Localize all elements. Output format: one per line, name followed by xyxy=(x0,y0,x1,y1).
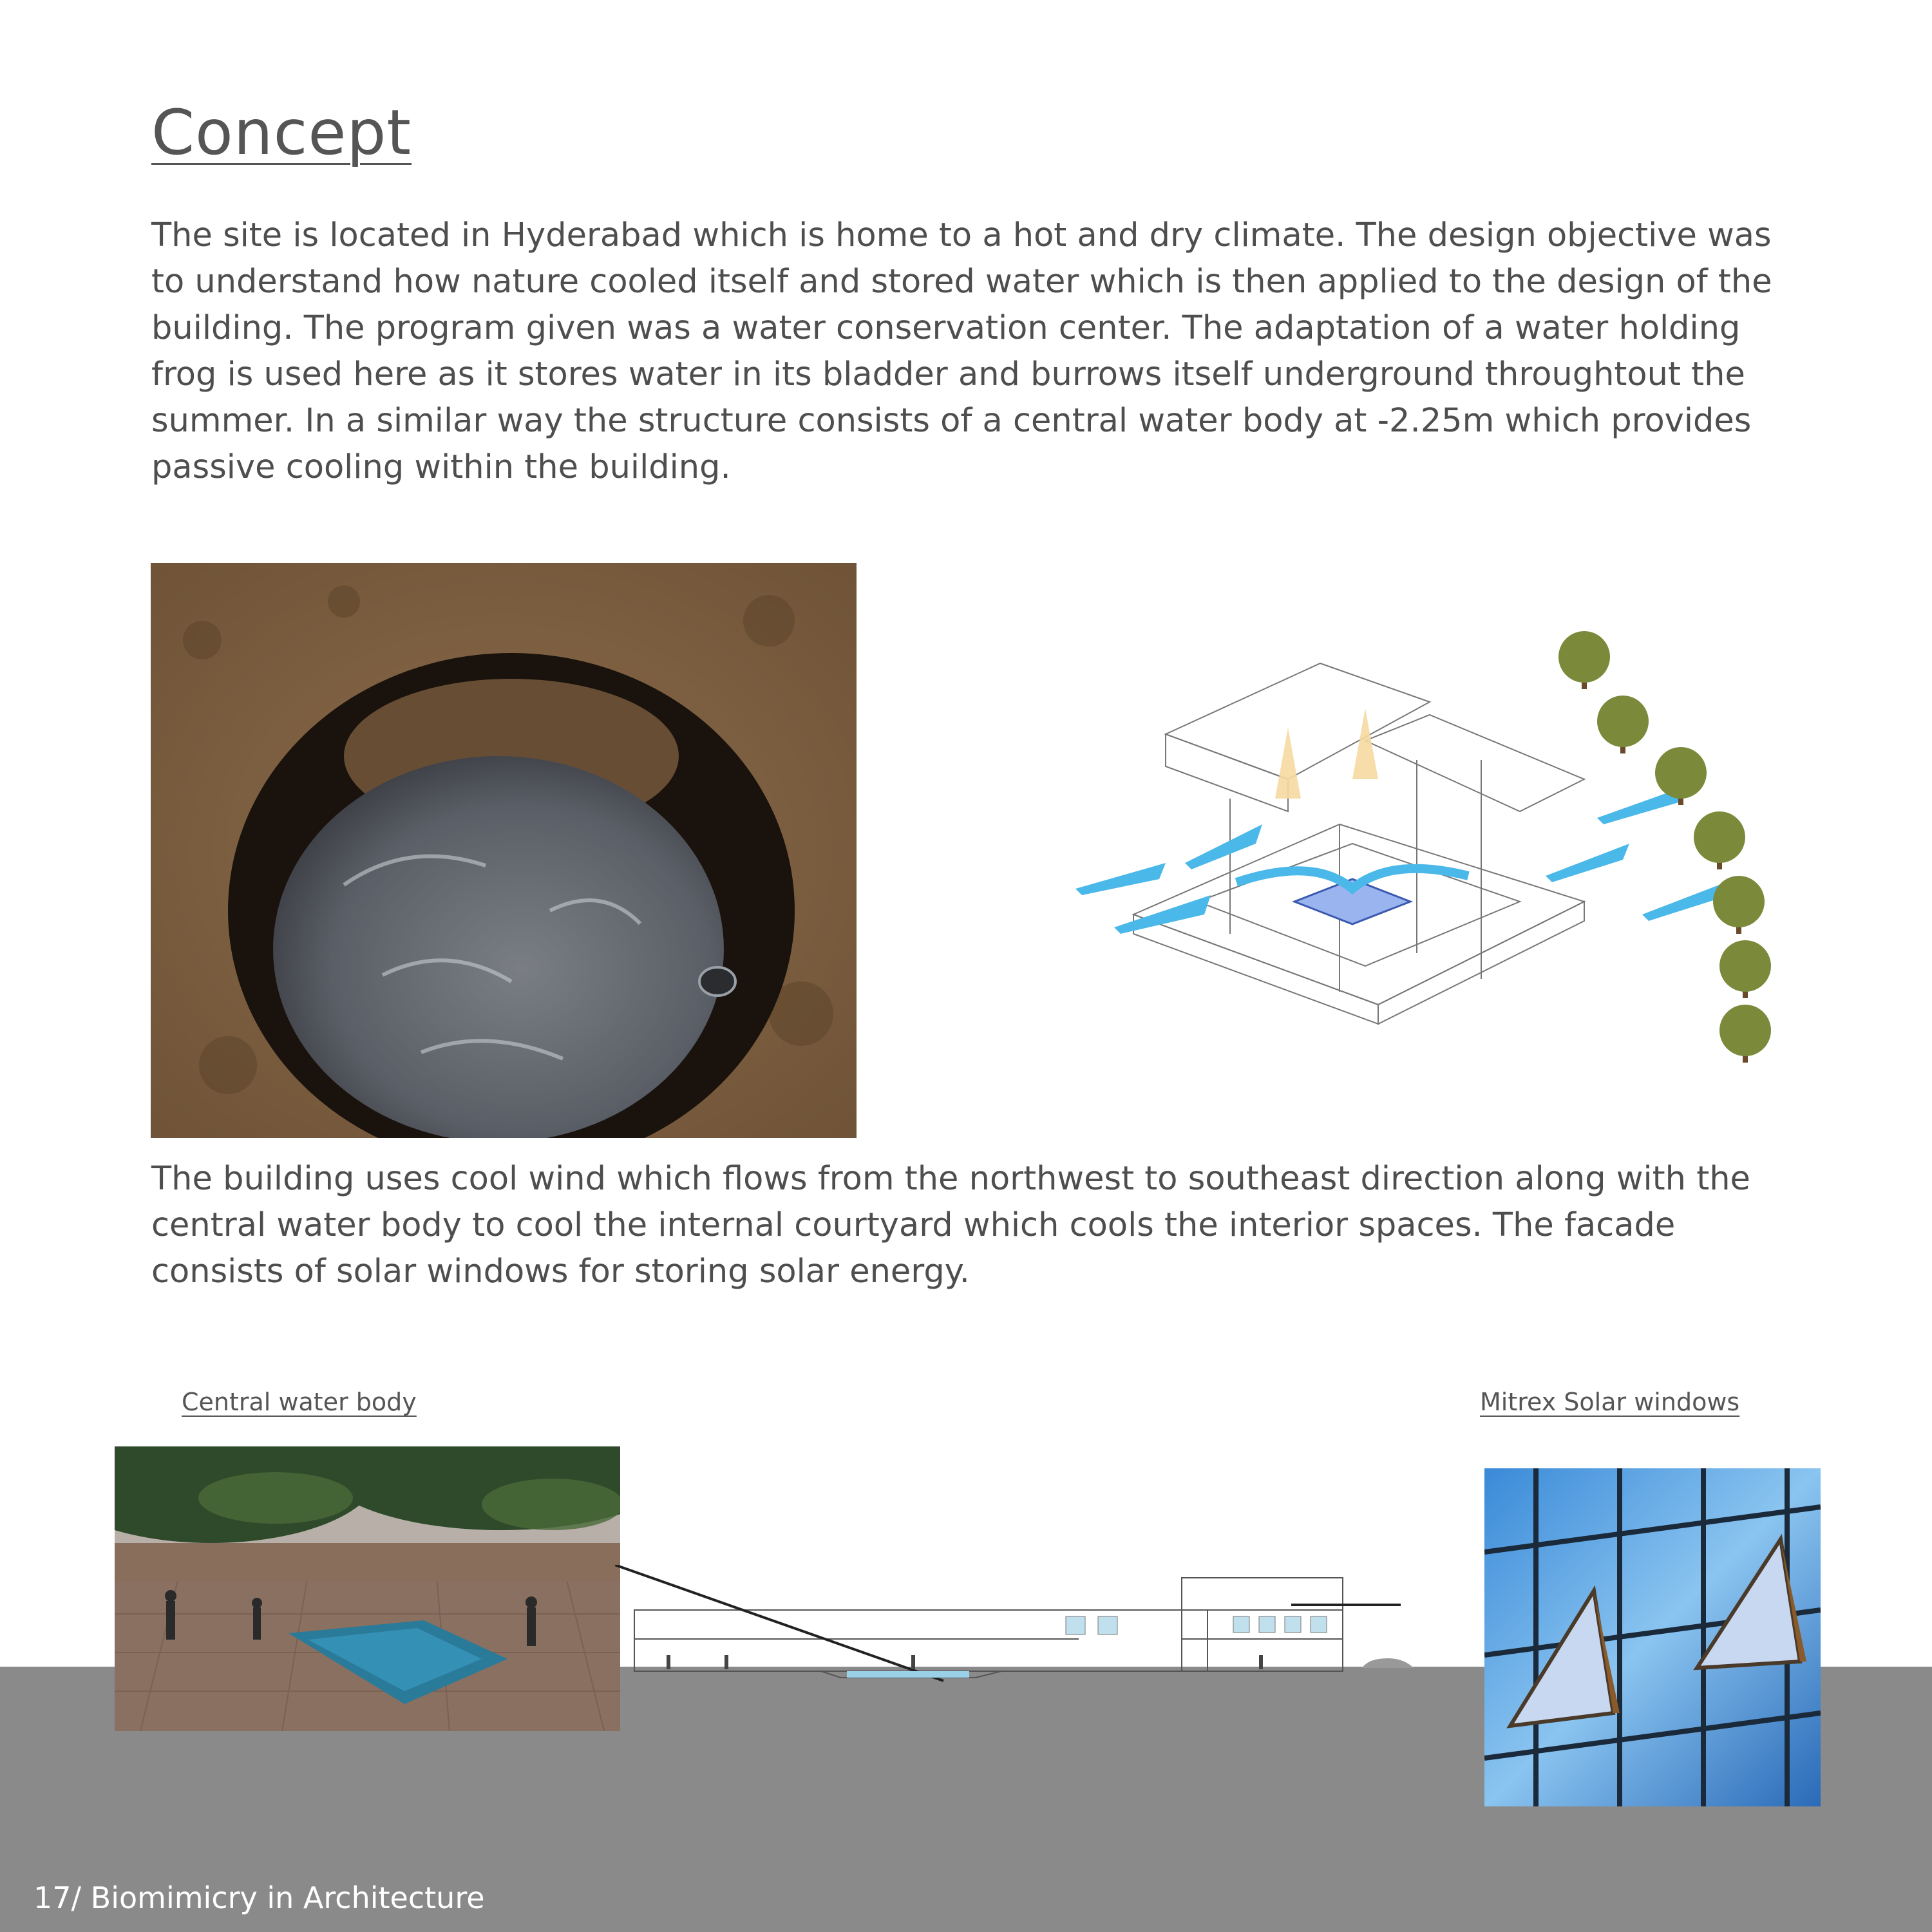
concept-paragraph: The site is located in Hyderabad which is home to a hot and dry climate. The design objective was to understand how nature cooled itself and stored water which is then applied to the design of the building. The program given was a water conservation center. The adaptation of a water holding frog is used here as it stores water in its bladder and burrows itself underground throughtout the summer. In a similar way the structure consists of a central water body at -2.25m which provides passive cooling within the building. xyxy=(151,216,1772,486)
central-water-body-render xyxy=(115,1446,620,1731)
building-section-drawing xyxy=(615,1565,1423,1694)
page-title: Concept xyxy=(151,97,412,169)
frog-burrow-photo xyxy=(151,563,857,1138)
wind-paragraph: The building uses cool wind which flows from the northwest to southeast direction along with the central water body to cool the internal courtyard which cools the interior spaces. The facade consists of solar windows for storing solar energy. xyxy=(151,1160,1750,1291)
caption-central-water-body: Central water body xyxy=(182,1388,417,1416)
solar-windows-photo xyxy=(1484,1468,1821,1806)
axonometric-cooling-diagram xyxy=(1018,631,1777,1082)
caption-solar-windows: Mitrex Solar windows xyxy=(1480,1388,1740,1416)
footer-page-label: 17/ Biomimicry in Architecture xyxy=(33,1880,485,1915)
